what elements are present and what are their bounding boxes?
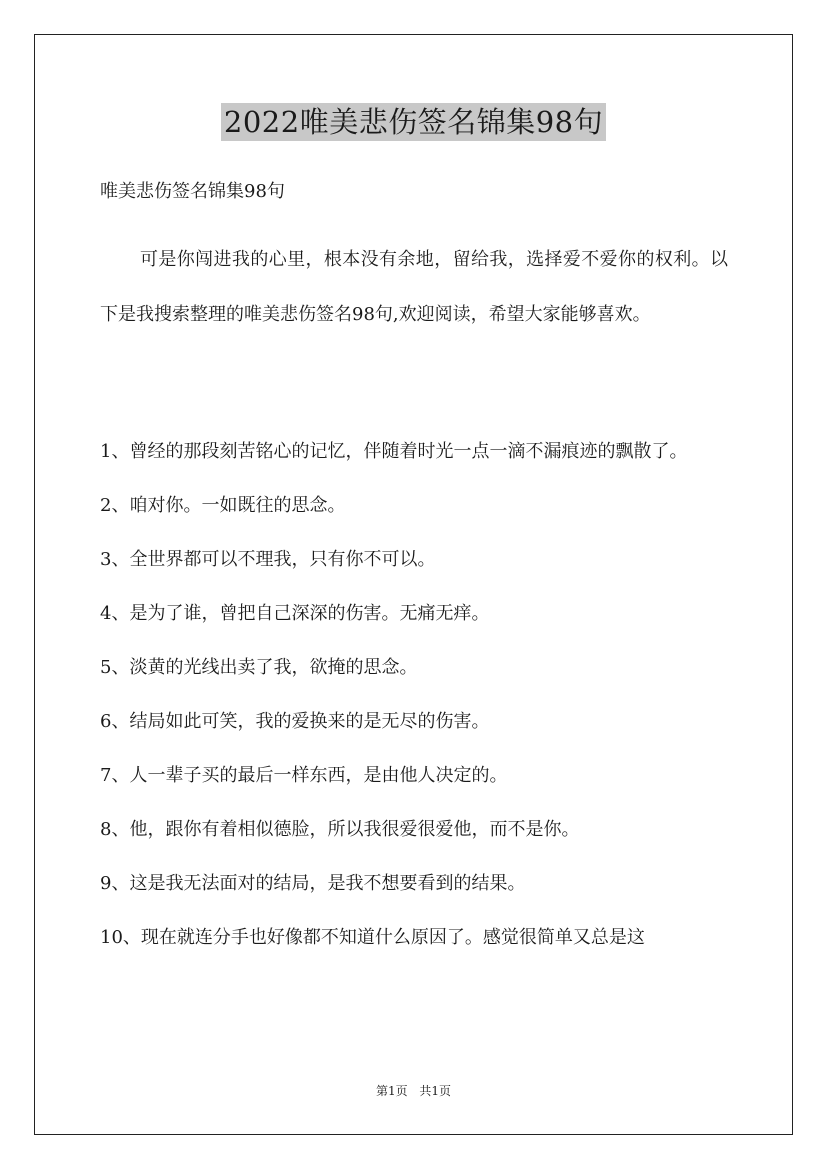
intro-paragraph: 可是你闯进我的心里，根本没有余地，留给我，选择爱不爱你的权利。以下是我搜索整理的唯美悲伤签名98句,欢迎阅读，希望大家能够喜欢。 — [100, 249, 728, 325]
title-container — [0, 103, 827, 141]
list-item: 5、淡黄的光线出卖了我，欲掩的思念。 — [100, 657, 418, 678]
page-footer — [0, 1082, 827, 1099]
list-item: 1、曾经的那段刻苦铭心的记忆，伴随着时光一点一滴不漏痕迹的飘散了。 — [100, 441, 688, 462]
list-item: 6、结局如此可笑，我的爱换来的是无尽的伤害。 — [100, 711, 490, 732]
list-item: 9、这是我无法面对的结局，是我不想要看到的结果。 — [100, 873, 526, 894]
list-item: 8、他，跟你有着相似德脸，所以我很爱很爱他，而不是你。 — [100, 819, 580, 840]
signature-list — [100, 425, 728, 965]
list-item: 10、现在就连分手也好像都不知道什么原因了。感觉很简单又总是这 — [100, 927, 645, 948]
list-item: 7、人一辈子买的最后一样东西，是由他人决定的。 — [100, 765, 508, 786]
document-title: 2022唯美悲伤签名锦集98句 — [221, 103, 606, 141]
document-subtitle: 唯美悲伤签名锦集98句 — [100, 181, 285, 202]
list-item: 3、全世界都可以不理我，只有你不可以。 — [100, 549, 436, 570]
page-number: 第1页 — [375, 1084, 408, 1098]
list-item: 2、咱对你。一如既往的思念。 — [100, 495, 346, 516]
page-total: 共1页 — [419, 1084, 452, 1098]
list-item: 4、是为了谁，曾把自己深深的伤害。无痛无痒。 — [100, 603, 490, 624]
